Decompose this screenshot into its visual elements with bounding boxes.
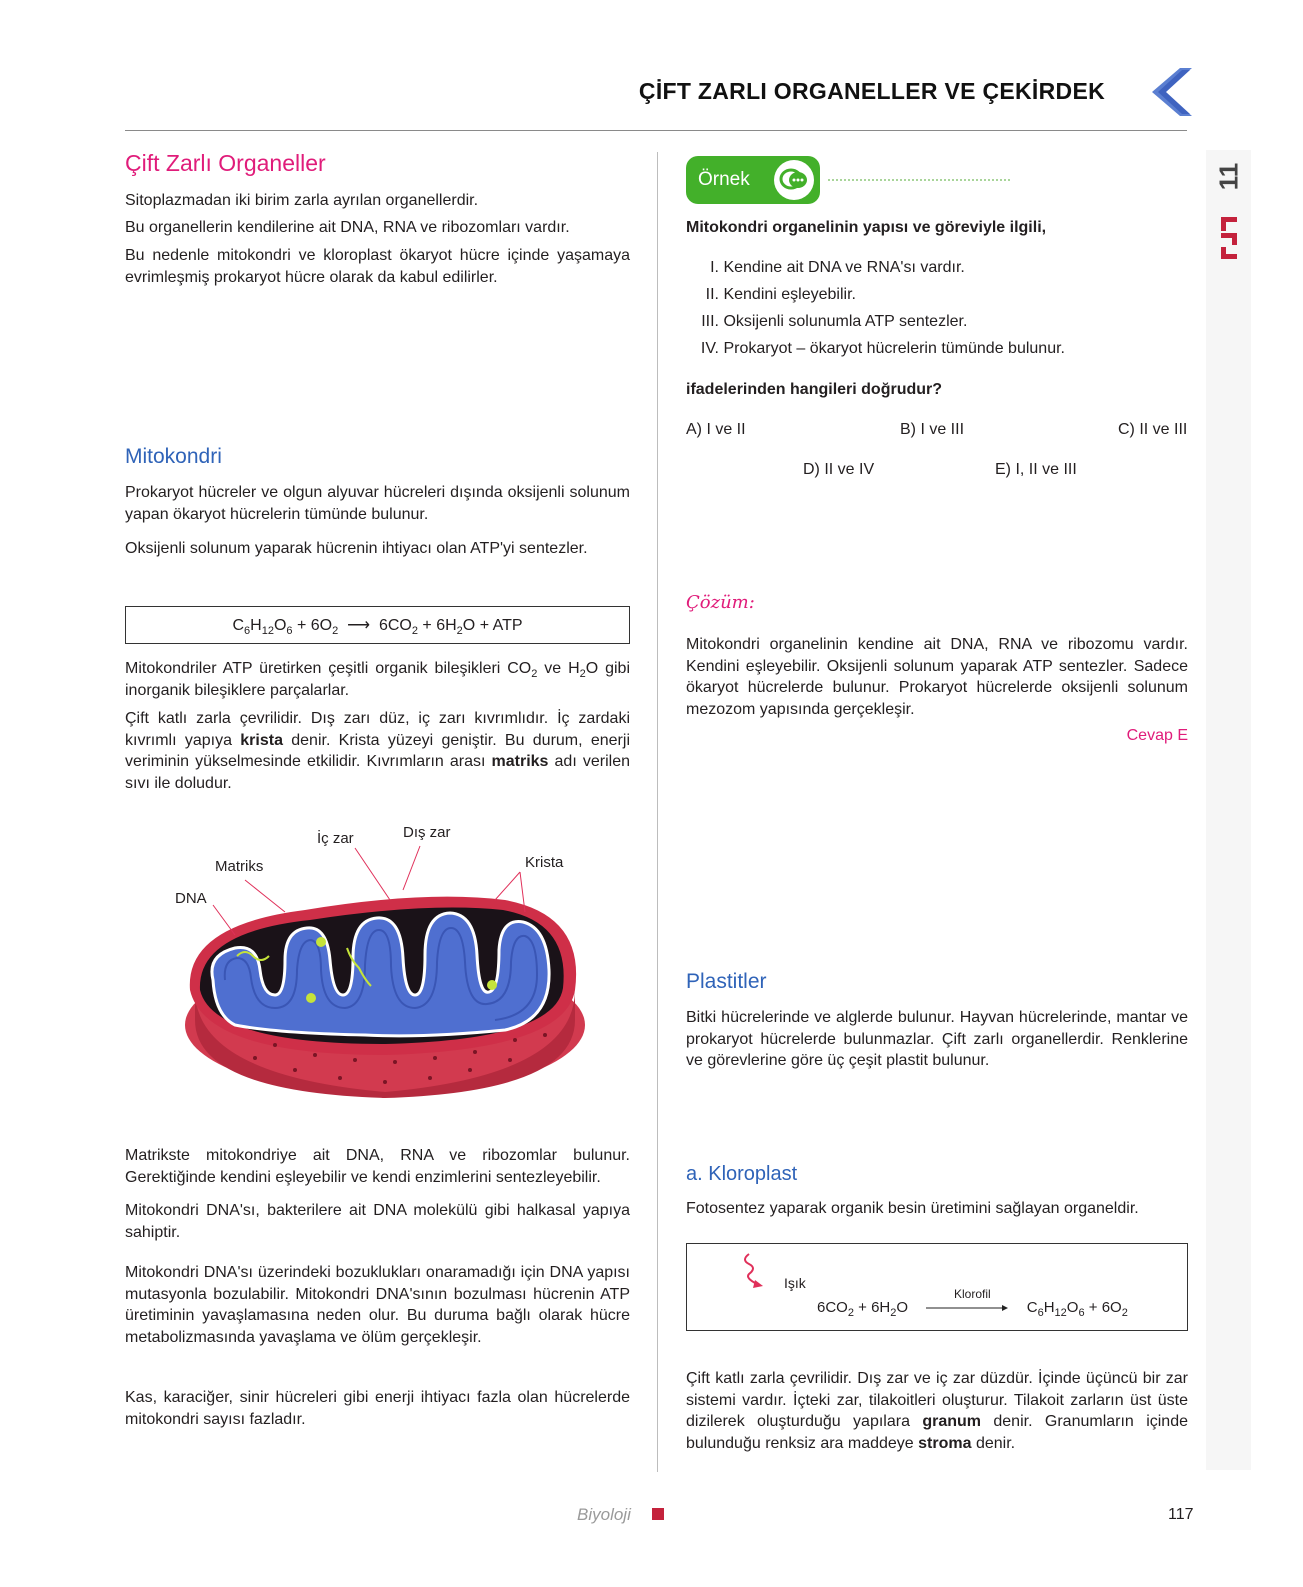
cozum-label: Çözüm: <box>686 592 755 613</box>
side-strip <box>1206 150 1251 1470</box>
ornek-label: Örnek <box>698 169 750 190</box>
label-dis-zar: Dış zar <box>403 824 451 841</box>
page-number: 117 <box>1168 1506 1194 1523</box>
cevap-label: Cevap E <box>1126 727 1188 744</box>
list-item: IV. Prokaryot – ökaryot hücrelerin tümünde bulunur. <box>700 340 1065 357</box>
isik-label: Işık <box>784 1275 806 1291</box>
section-title-kloroplast: a. Kloroplast <box>686 1163 798 1185</box>
label-matriks: Matriks <box>215 858 264 875</box>
answer-option-b[interactable]: B) I ve III <box>900 421 965 438</box>
left-p7: Mitokondri DNA'sı üzerindeki bozuklukları onaramadığı için DNA yapısı mutasyonla bozulabilir. Mitokondri DNA'sının bozulması hücrenin ATP üretiminin yavaşlamasına neden olur. Bu duruma bağlı olarak hücre metabolizmasında yavaşlama ve ölüm gerçekleşir. <box>125 1264 630 1346</box>
mitokondri-p1: Prokaryot hücreler ve olgun alyuvar hücreleri dışında oksijenli solunum yapan ökaryot hücrelerin tümünde bulunur. <box>125 484 630 523</box>
mitokondri-p4: Çift katlı zarla çevrilidir. Dış zarı düz, iç zarı kıvrımlıdır. İç zardaki kıvrımlı yapıya krista denir. Krista yüzeyi geniştir. Bu durum, enerji veriminin yükselmesinde etkilidir. Kıvrımların arası matriks adı verilen sıvı ile doludur. <box>125 710 630 792</box>
answer-option-e[interactable]: E) I, II ve III <box>995 461 1077 478</box>
page-header-title: ÇİFT ZARLI ORGANELLER VE ÇEKİRDEK <box>638 78 1105 104</box>
photosynthesis-equation-box <box>686 1243 1188 1331</box>
mitokondri-p2: Oksijenli solunum yaparak hücrenin ihtiyacı olan ATP'yi sentezler. <box>125 540 588 557</box>
unit-number: 11 <box>1213 162 1243 190</box>
section-title-cift-zarli: Çift Zarlı Organeller <box>125 150 326 176</box>
list-item: II. Kendini eşleyebilir. <box>705 286 856 303</box>
question-stem: Mitokondri organelinin yapısı ve göreviyle ilgili, <box>686 219 1047 236</box>
label-ic-zar: İç zar <box>317 830 354 847</box>
mitokondri-p3: Mitokondriler ATP üretirken çeşitli organik bileşikleri $CO_2$ ve $H_2O$ gibi inorganik bileşiklere parçalarlar. <box>125 660 631 699</box>
question-prompt: ifadelerinden hangileri doğrudur? <box>686 381 943 398</box>
left-p5: Matrikste mitokondriye ait DNA, RNA ve ribozomlar bulunur. Gerektiğinde kendini eşleyebilir ve kendi enzimlerini sentezleyebilir. <box>125 1147 630 1186</box>
column-divider <box>657 152 658 1472</box>
respiration-equation-box: $C_6H_{12}O_6 + 6O_2$ ⟶ $6CO_2 + 6H_2O$ + ATP <box>125 606 630 644</box>
list-item: III. Oksijenli solunumla ATP sentezler. <box>701 313 968 330</box>
section1-p2: Bu organellerin kendilerine ait DNA, RNA ve ribozomları vardır. <box>125 219 570 236</box>
label-krista: Krista <box>525 854 564 871</box>
speech-bubble-icon <box>774 160 814 200</box>
photosynthesis-equation: $6CO_2 + 6H_2O$ $C_6H_{12}O_6 + 6O_2$ <box>817 1299 1128 1319</box>
kloroplast-p1: Fotosentez yaparak organik besin üretimini sağlayan organeldir. <box>686 1200 1139 1217</box>
left-p6: Mitokondri DNA'sı, bakterilere ait DNA molekülü gibi halkasal yapıya sahiptir. <box>125 1202 630 1241</box>
kloroplast-p2: Çift katlı zarla çevrilidir. Dış zar ve iç zar düzdür. İçinde üçüncü bir zar sistemi vardır. İçteki zar, tilakoitleri oluşturur. Tilakoit zarların üst üste dizilerek oluşturduğu yapılara granum denir. Granumların içinde bulunduğu renksiz ara maddeye stroma denir. <box>686 1370 1189 1452</box>
ornek-dotted-line <box>828 179 1010 181</box>
section1-p3: Bu nedenle mitokondri ve kloroplast ökaryot hücre içinde yaşamaya evrimleşmiş prokaryot hücre olarak da kabul edilirler. <box>125 247 630 286</box>
section-title-plastitler: Plastitler <box>686 970 767 993</box>
klorofil-label: Klorofil <box>954 1287 991 1301</box>
answer-option-c[interactable]: C) II ve III <box>1118 421 1188 438</box>
fen-lisesi-logo <box>1219 217 1239 259</box>
label-dna: DNA <box>175 890 207 907</box>
footer-subject: Biyoloji <box>577 1505 631 1524</box>
reaction-arrow-icon <box>926 1303 1008 1313</box>
plastitler-p1: Bitki hücrelerinde ve alglerde bulunur. Hayvan hücrelerinde, mantar ve prokaryot hücrelerde bulunmazlar. Çift zarlı organellerdir. Renklerine ve görevlerine göre üç çeşit plastit bulunur. <box>686 1009 1188 1069</box>
answer-option-a[interactable]: A) I ve II <box>686 421 746 438</box>
reaction-arrow-icon: ⟶ <box>347 617 371 634</box>
mitochondrion-diagram <box>165 824 605 1110</box>
left-p8: Kas, karaciğer, sinir hücreleri gibi enerji ihtiyacı fazla olan hücrelerde mitokondri sayısı fazladır. <box>125 1389 630 1428</box>
cozum-text: Mitokondri organelinin kendine ait DNA, RNA ve ribozomu vardır. Kendini eşleyebilir. Oksijenli solunum yaparak ATP sentezler. Sadece ökaryot hücrelerde bulunur. Prokaryot hücrelerde oksijenli solunum mezozom yapısında gerçekleşir. <box>686 636 1188 718</box>
section-title-mitokondri: Mitokondri <box>125 445 222 468</box>
ornek-badge <box>686 156 820 204</box>
light-ray-icon <box>739 1250 779 1290</box>
chevron-left-icon <box>1150 68 1192 116</box>
section1-p1: Sitoplazmadan iki birim zarla ayrılan organellerdir. <box>125 192 479 209</box>
footer-square-icon <box>652 1508 664 1520</box>
list-item: I. Kendine ait DNA ve RNA'sı vardır. <box>710 259 965 276</box>
answer-option-d[interactable]: D) II ve IV <box>803 461 875 478</box>
header-rule <box>125 130 1187 131</box>
